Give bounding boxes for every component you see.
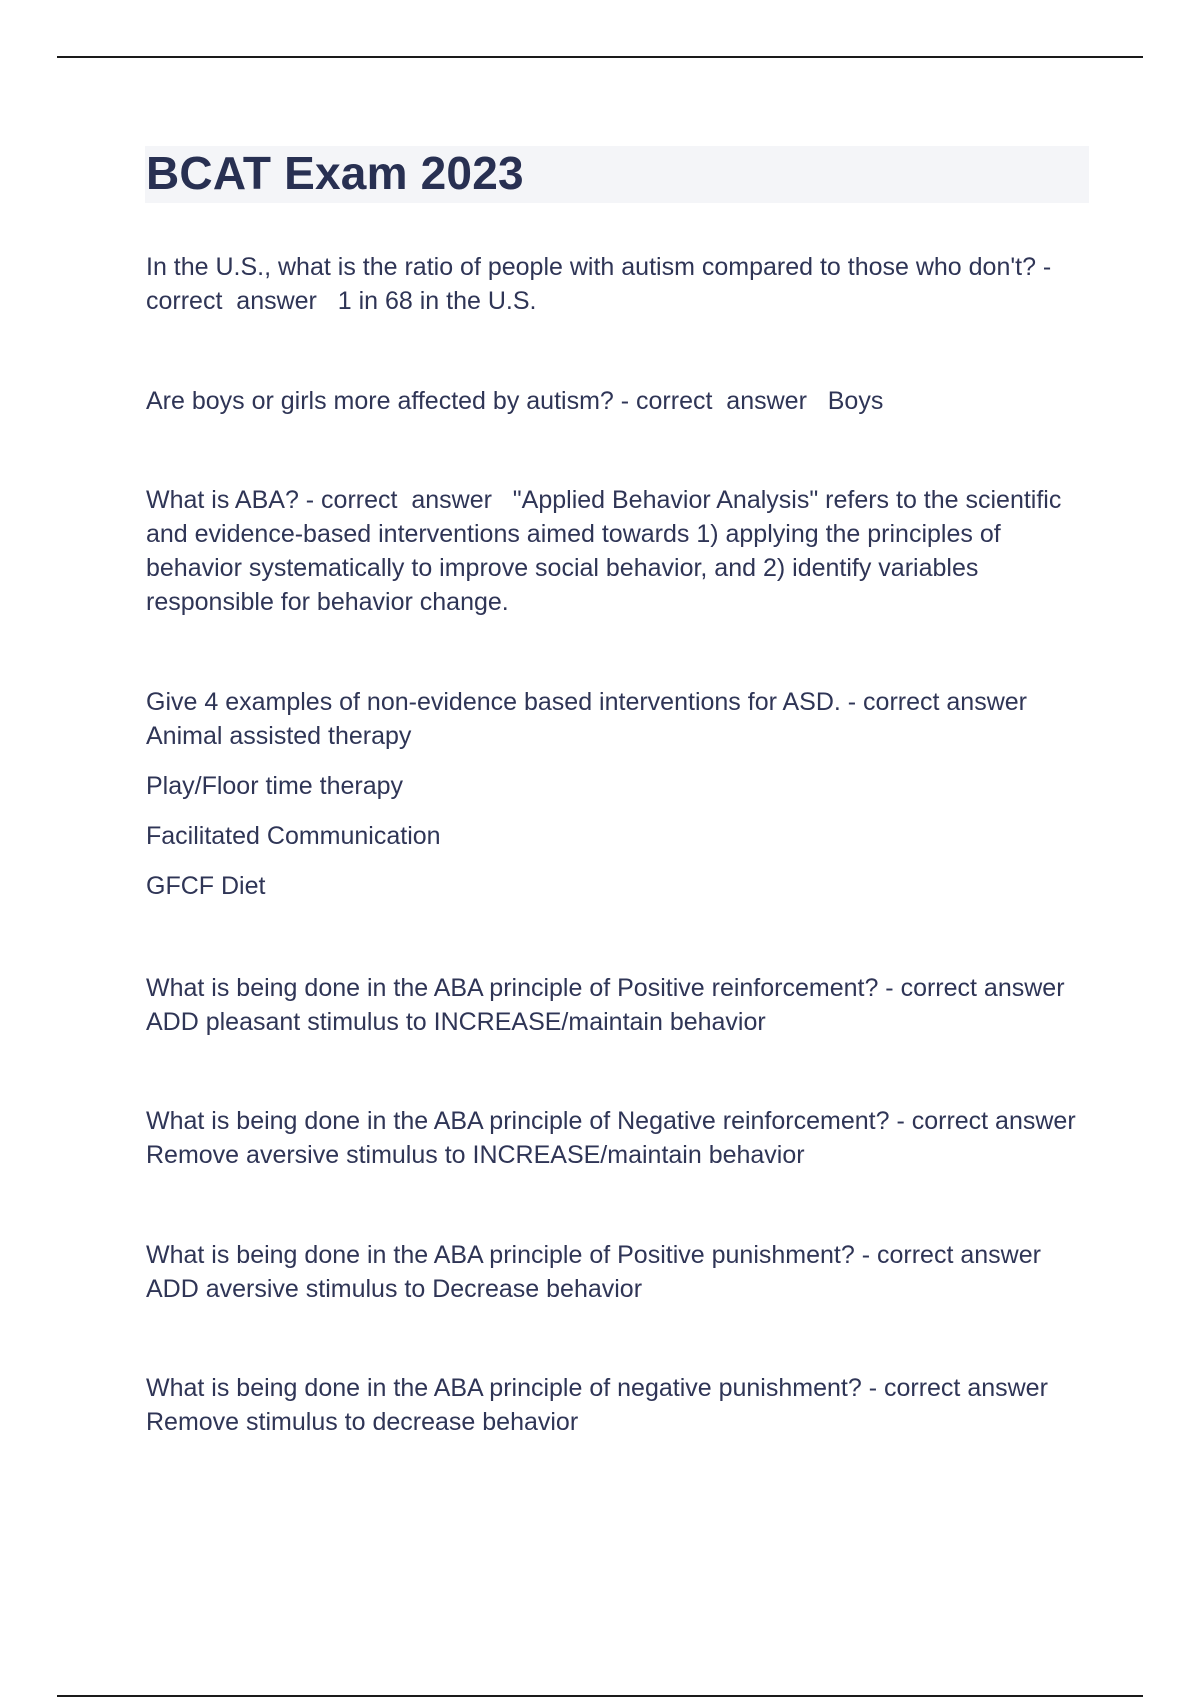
qa-item [146, 250, 1086, 318]
qa-item [146, 1371, 1086, 1439]
qa-text: What is being done in the ABA principle of Positive reinforcement? - correct answer ADD pleasant stimulus to INCREASE/maintain behavior [146, 974, 1084, 1036]
qa-item [146, 1238, 1086, 1306]
qa-extra-line: Facilitated Communication [146, 822, 441, 850]
qa-text: Give 4 examples of non-evidence based interventions for ASD. - correct answer Animal assisted therapy [146, 688, 1047, 750]
qa-text: Are boys or girls more affected by autism? - correct answer Boys [146, 387, 884, 415]
qa-text: What is being done in the ABA principle of negative punishment? - correct answer Remove stimulus to decrease behavior [146, 1374, 1069, 1436]
qa-item [146, 1104, 1097, 1172]
qa-text: What is being done in the ABA principle of Positive punishment? - correct answer ADD aversive stimulus to Decrease behavior [146, 1241, 1061, 1303]
qa-item [146, 384, 1086, 418]
qa-item [146, 483, 1086, 619]
qa-item [146, 685, 1086, 903]
page-title: BCAT Exam 2023 [146, 147, 524, 199]
qa-extra-line: GFCF Diet [146, 872, 266, 900]
bottom-rule [57, 1695, 1143, 1697]
qa-text: What is being done in the ABA principle of Negative reinforcement? - correct answer Remove aversive stimulus to INCREASE/maintain behavior [146, 1107, 1097, 1169]
qa-item [146, 971, 1086, 1039]
qa-text: In the U.S., what is the ratio of people with autism compared to those who don't? - correct answer 1 in 68 in the U.S. [146, 253, 1059, 315]
qa-text: What is ABA? - correct answer "Applied Behavior Analysis" refers to the scientific and evidence-based interventions aimed towards 1) applying the principles of behavior systematically to improve social behavior, and 2) identify variables responsible for behavior change. [146, 486, 1069, 616]
top-rule [57, 56, 1143, 58]
qa-extra-line: Play/Floor time therapy [146, 772, 404, 800]
